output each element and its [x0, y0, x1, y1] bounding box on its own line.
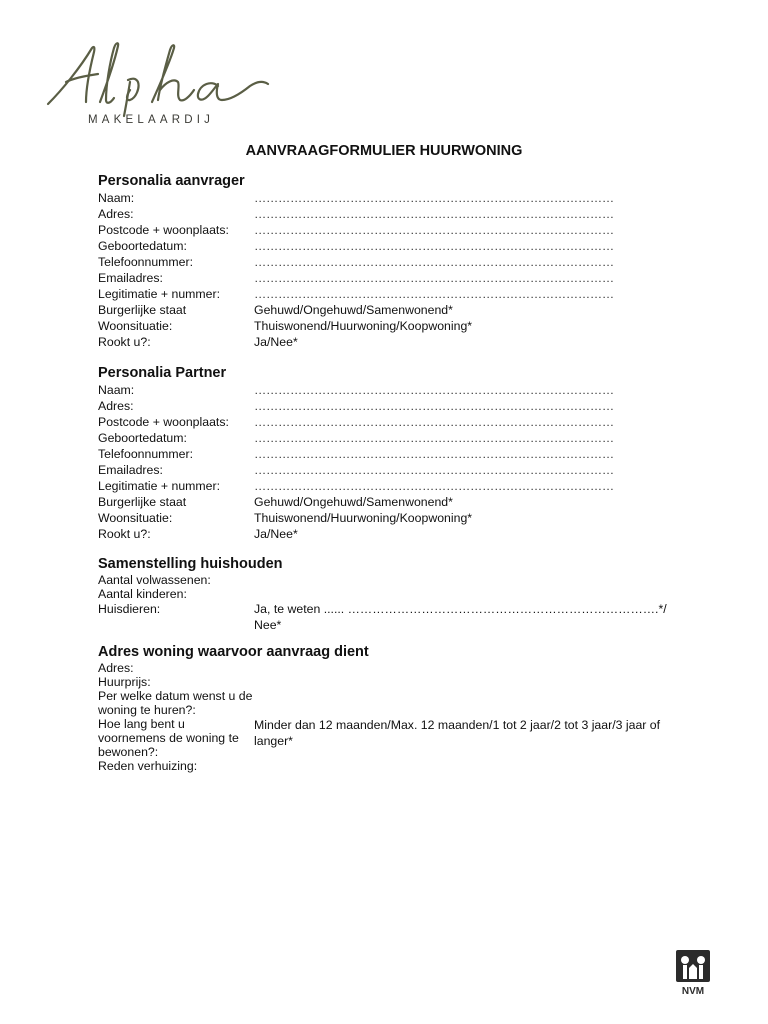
field-row-rookt	[98, 334, 678, 350]
logo-subtitle: MAKELAARDIJ	[88, 114, 215, 126]
fill-line[interactable]: ………………………………………………………………………………	[254, 239, 614, 253]
choice-options[interactable]: Ja/Nee*	[254, 527, 298, 541]
field-label: Huurprijs:	[98, 675, 151, 689]
field-row-kinderen	[98, 587, 678, 601]
field-label: Adres:	[98, 661, 134, 675]
field-label: Burgerlijke staat	[98, 495, 187, 509]
field-row-naam	[98, 382, 678, 398]
document-title: AANVRAAGFORMULIER HUURWONING	[245, 143, 523, 159]
field-row-telefoon	[98, 446, 678, 462]
field-value[interactable]	[254, 573, 678, 587]
fill-line[interactable]: ………………………………………………………………………………	[254, 191, 614, 205]
section-samenstelling-huishouden	[98, 555, 678, 633]
field-row-adres	[98, 661, 678, 675]
field-label: Per welke datum wenst u de woning te huren?:	[98, 689, 253, 717]
field-row-postcode	[98, 222, 678, 238]
field-label: Legitimatie + nummer:	[98, 287, 220, 301]
section-heading: Personalia aanvrager	[98, 173, 245, 189]
section-heading: Personalia Partner	[98, 365, 227, 381]
fill-line[interactable]: ………………………………………………………………………………	[254, 431, 614, 445]
field-row-rookt	[98, 526, 678, 542]
field-label: Telefoonnummer:	[98, 447, 194, 461]
field-row-email	[98, 462, 678, 478]
section-heading: Adres woning waarvoor aanvraag dient	[98, 644, 369, 660]
field-label: Geboortedatum:	[98, 431, 187, 445]
field-row-legitimatie	[98, 286, 678, 302]
fill-line[interactable]: ………………………………………………………………………………	[254, 287, 614, 301]
fill-line[interactable]: ………………………………………………………………………………	[254, 271, 614, 285]
field-row-geboortedatum	[98, 238, 678, 254]
field-label: Hoe lang bent u voornemens de woning te bewonen?:	[98, 717, 239, 759]
choice-options[interactable]: Gehuwd/Ongehuwd/Samenwonend*	[254, 495, 453, 509]
choice-options[interactable]: Ja/Nee*	[254, 335, 298, 349]
field-row-burgerlijke-staat	[98, 302, 678, 318]
field-value[interactable]	[254, 689, 678, 717]
field-label: Adres:	[98, 399, 134, 413]
field-label: Emailadres:	[98, 463, 163, 477]
field-row-duur	[98, 717, 678, 759]
field-row-huurprijs	[98, 675, 678, 689]
field-label: Naam:	[98, 191, 135, 205]
field-value[interactable]	[254, 675, 678, 689]
choice-options[interactable]: Minder dan 12 maanden/Max. 12 maanden/1 tot 2 jaar/2 tot 3 jaar/3 jaar of langer*	[254, 718, 661, 748]
field-row-legitimatie	[98, 478, 678, 494]
field-label: Telefoonnummer:	[98, 255, 194, 269]
fill-line[interactable]: ………………………………………………………………………………	[254, 479, 614, 493]
choice-options[interactable]: Thuiswonend/Huurwoning/Koopwoning*	[254, 319, 473, 333]
fill-line[interactable]: ………………………………………………………………………………	[254, 399, 614, 413]
field-row-volwassenen	[98, 573, 678, 587]
field-row-geboortedatum	[98, 430, 678, 446]
field-label: Woonsituatie:	[98, 511, 173, 525]
field-label: Legitimatie + nummer:	[98, 479, 220, 493]
fill-line[interactable]: ………………………………………………………………………………	[254, 223, 614, 237]
field-row-burgerlijke-staat	[98, 494, 678, 510]
field-row-adres	[98, 398, 678, 414]
field-row-reden	[98, 759, 678, 773]
field-label: Postcode + woonplaats:	[98, 415, 229, 429]
fill-line[interactable]: ………………………………………………………………………………	[254, 207, 614, 221]
field-row-datum	[98, 689, 678, 717]
field-label: Naam:	[98, 383, 135, 397]
field-label: Aantal volwassenen:	[98, 573, 211, 587]
fill-line[interactable]: ………………………………………………………………………………	[254, 383, 614, 397]
nvm-logo	[672, 948, 714, 996]
field-row-woonsituatie	[98, 510, 678, 526]
section-personalia-aanvrager	[98, 172, 678, 350]
field-label: Adres:	[98, 207, 134, 221]
field-label: Geboortedatum:	[98, 239, 187, 253]
field-label: Woonsituatie:	[98, 319, 173, 333]
section-heading: Samenstelling huishouden	[98, 556, 283, 572]
field-row-woonsituatie	[98, 318, 678, 334]
field-row-email	[98, 270, 678, 286]
fill-line[interactable]: ………………………………………………………………………………	[254, 255, 614, 269]
fill-line[interactable]: ………………………………………………………………………………	[254, 447, 614, 461]
section-adres-woning	[98, 643, 678, 773]
nvm-label: NVM	[681, 986, 705, 996]
choice-options[interactable]: Ja, te weten ...... ………………………………………………………………….*/ Nee*	[254, 602, 667, 632]
nvm-house-icon	[672, 948, 714, 996]
field-row-adres	[98, 206, 678, 222]
field-row-postcode	[98, 414, 678, 430]
field-label: Reden verhuizing:	[98, 759, 198, 773]
section-personalia-partner	[98, 364, 678, 542]
field-label: Huisdieren:	[98, 602, 161, 616]
field-value[interactable]	[254, 661, 678, 675]
field-label: Postcode + woonplaats:	[98, 223, 229, 237]
field-label: Rookt u?:	[98, 335, 151, 349]
field-row-huisdieren	[98, 601, 678, 633]
field-label: Emailadres:	[98, 271, 163, 285]
field-label: Rookt u?:	[98, 527, 151, 541]
fill-line[interactable]: ………………………………………………………………………………	[254, 463, 614, 477]
field-value[interactable]	[254, 587, 678, 601]
choice-options[interactable]: Gehuwd/Ongehuwd/Samenwonend*	[254, 303, 453, 317]
field-row-telefoon	[98, 254, 678, 270]
field-value[interactable]	[254, 759, 678, 773]
fill-line[interactable]: ………………………………………………………………………………	[254, 415, 614, 429]
field-row-naam	[98, 190, 678, 206]
field-label: Burgerlijke staat	[98, 303, 187, 317]
field-label: Aantal kinderen:	[98, 587, 187, 601]
choice-options[interactable]: Thuiswonend/Huurwoning/Koopwoning*	[254, 511, 473, 525]
alpha-script-logo-icon	[40, 38, 280, 118]
